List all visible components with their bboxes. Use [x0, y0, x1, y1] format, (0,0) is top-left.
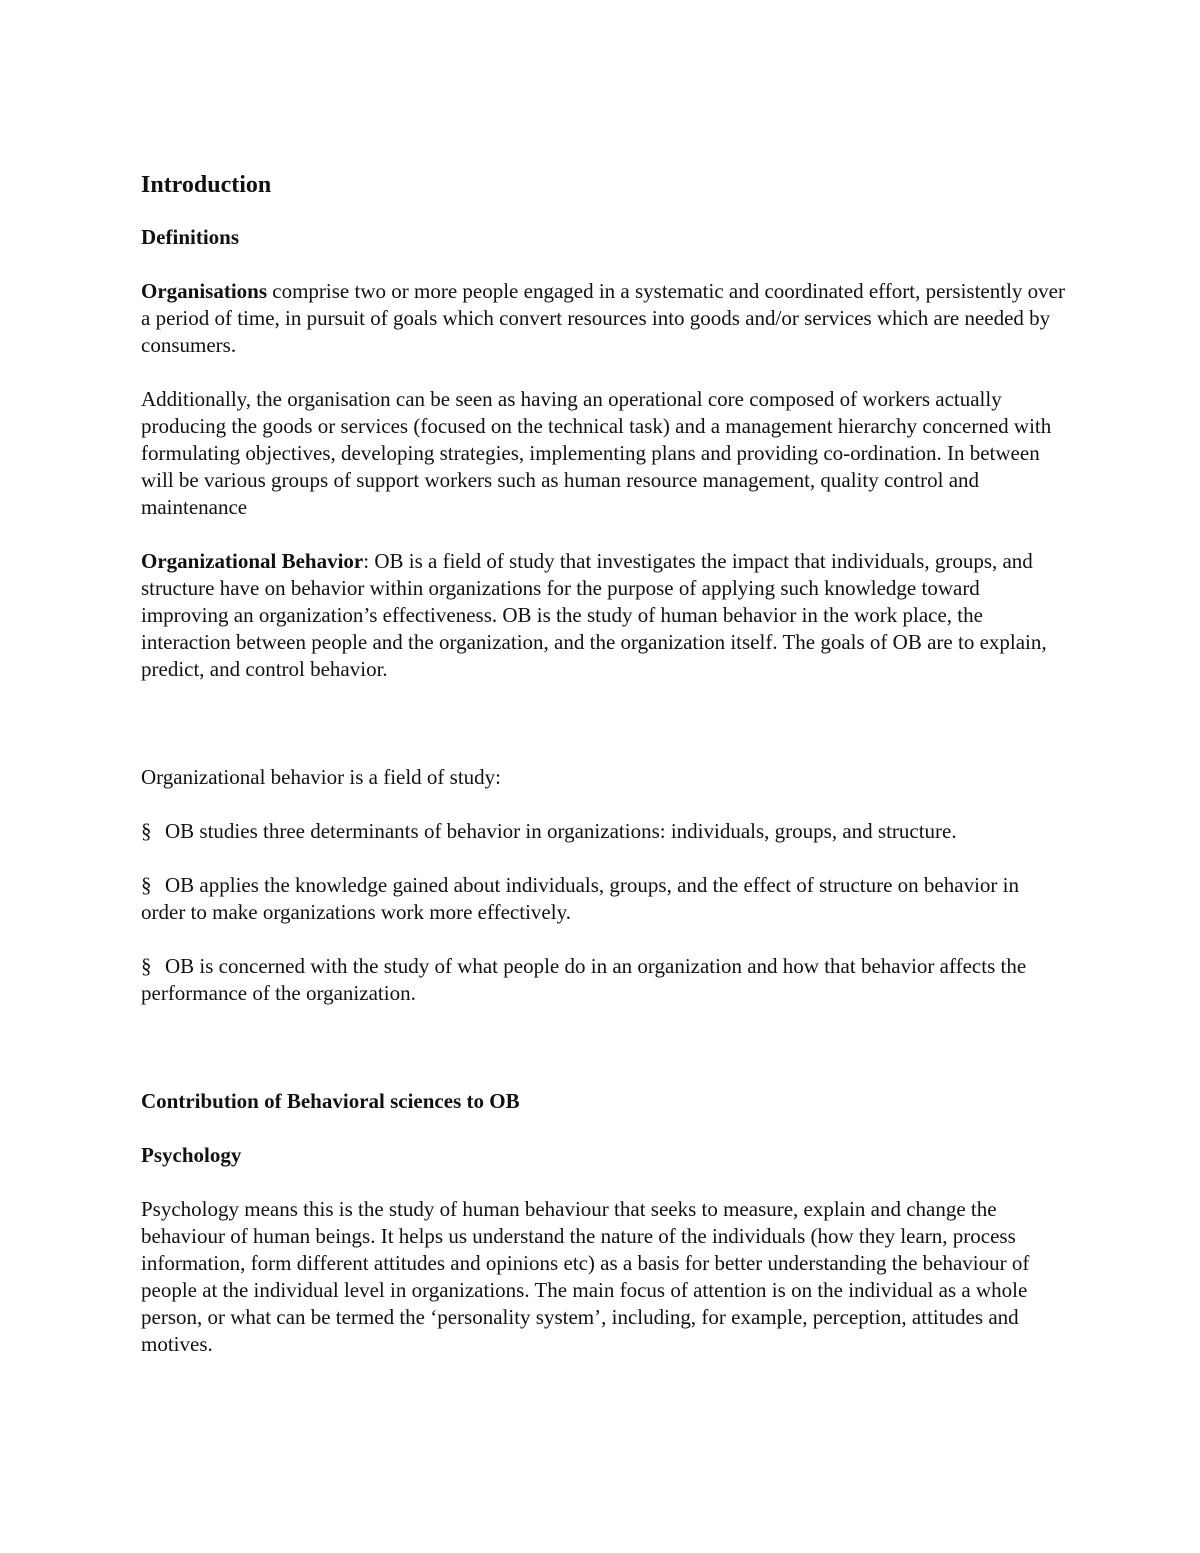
bullet-symbol: § [141, 954, 152, 978]
bullet-text: OB studies three determinants of behavior in organizations: individuals, groups, and structure. [165, 819, 957, 843]
contribution-heading: Contribution of Behavioral sciences to OB [141, 1089, 520, 1113]
ob-definition-text: : OB is a field of study that investigates the impact that individuals, groups, and structure have on behavior within organizations for the purpose of applying such knowledge toward improving an organization’s effectiveness. OB is the study of human behavior in the work place, the interaction between people and the organization, and the organization itself. The goals of OB are to explain, predict, and control behavior. [141, 549, 1047, 681]
spacer [141, 1034, 1066, 1088]
organisations-term: Organisations [141, 279, 268, 303]
bullet-text: OB is concerned with the study of what people do in an organization and how that behavior affects the performance of the organization. [141, 954, 1027, 1005]
bullet-text: OB applies the knowledge gained about individuals, groups, and the effect of structure on behavior in order to make organizations work more effectively. [141, 873, 1019, 924]
organisations-text: comprise two or more people engaged in a systematic and coordinated effort, persistently over a period of time, in pursuit of goals which convert resources into goods and/or services which are needed by consumers. [141, 279, 1065, 357]
psychology-heading: Psychology [141, 1143, 242, 1167]
definitions-heading: Definitions [141, 225, 240, 249]
ob-definition [141, 548, 1066, 683]
document-body [141, 168, 1066, 1385]
page-title: Introduction [141, 172, 272, 198]
bullet-symbol: § [141, 873, 152, 897]
bullet-symbol: § [141, 819, 152, 843]
psychology-paragraph: Psychology means this is the study of human behaviour that seeks to measure, explain and change the behaviour of human beings. It helps us understand the nature of the individuals (how they learn, process information, form different attitudes and opinions etc) as a basis for better understanding the behaviour of people at the individual level in organizations. The main focus of attention is on the individual as a whole person, or what can be termed the ‘personality system’, including, for example, perception, attitudes and motives. [141, 1197, 1030, 1356]
bullet-item-2 [141, 872, 1066, 926]
bullet-item-3 [141, 953, 1066, 1007]
spacer [141, 710, 1066, 764]
bullet-item-1 [141, 818, 1066, 845]
organisations-definition [141, 278, 1066, 359]
field-of-study-intro: Organizational behavior is a field of study: [141, 765, 502, 789]
ob-term: Organizational Behavior [141, 549, 364, 573]
additionally-paragraph: Additionally, the organisation can be seen as having an operational core composed of workers actually producing the goods or services (focused on the technical task) and a management hierarchy concerned with formulating objectives, developing strategies, implementing plans and providing co-ordination. In between will be various groups of support workers such as human resource management, quality control and maintenance [141, 387, 1052, 519]
